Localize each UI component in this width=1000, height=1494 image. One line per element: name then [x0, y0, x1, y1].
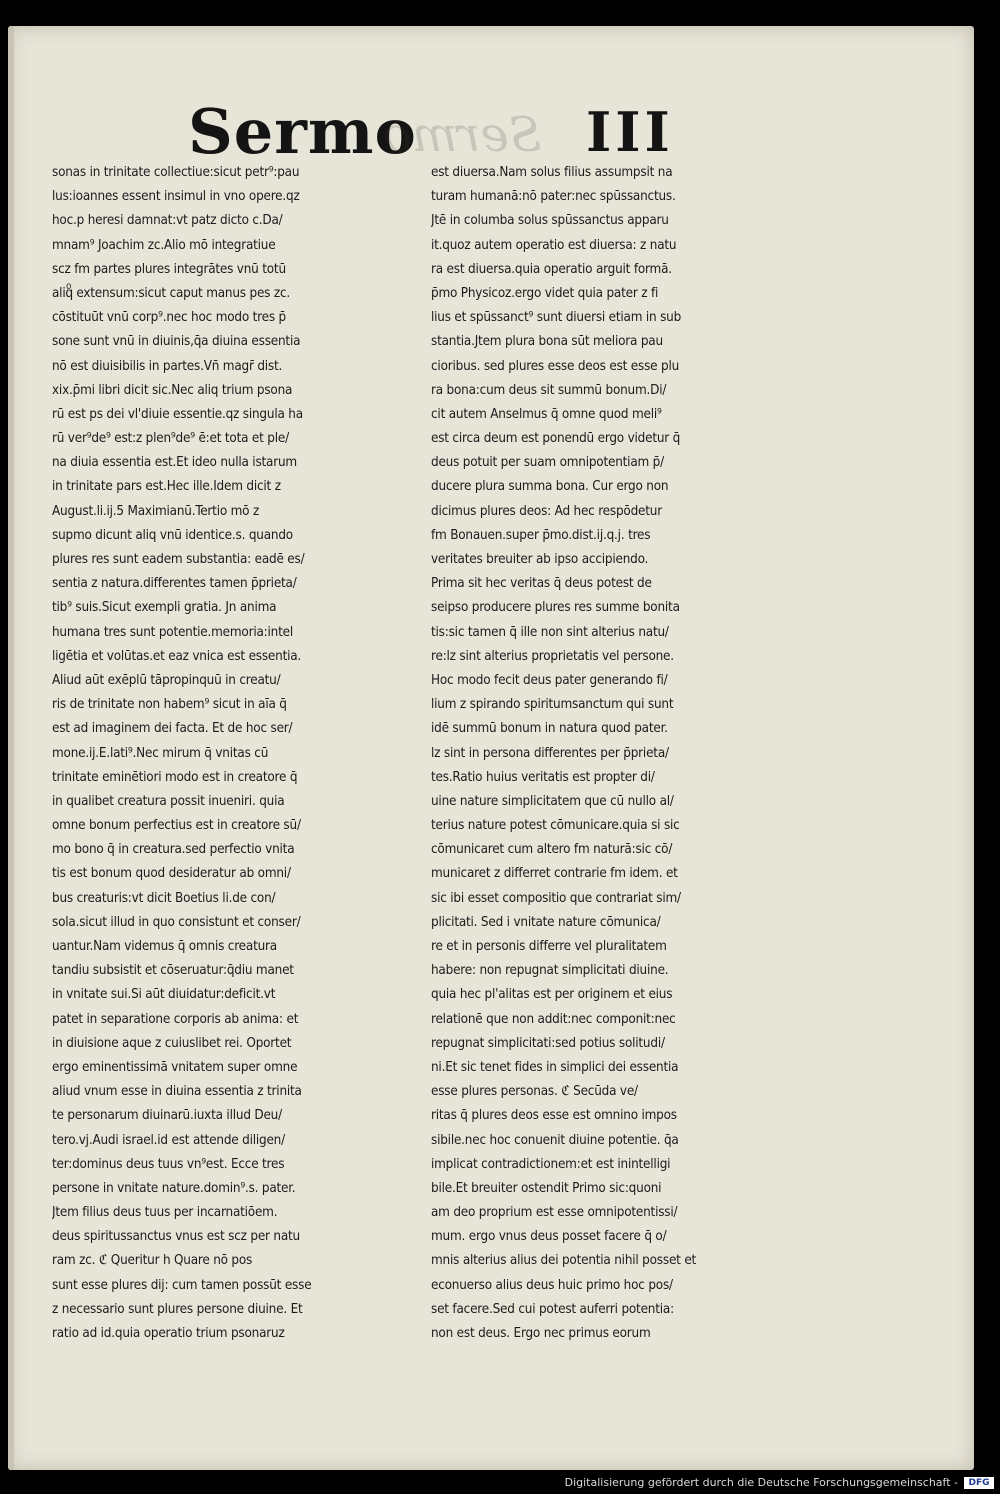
text-line: rū est ps dei vl'diuie essentie.qz singula ha — [52, 406, 303, 422]
text-line: uine nature simplicitatem que cū nullo al/ — [431, 793, 674, 809]
text-line: p̄mo Physicoz.ergo videt quia pater z fi — [431, 285, 659, 301]
text-line: lz sint in persona differentes per p̄prieta/ — [431, 745, 669, 761]
text-line: sic ibi esset compositio que contrariat sim/ — [431, 890, 681, 906]
text-line: cōstituūt vnū corp⁹.nec hoc modo tres p̄ — [52, 310, 286, 326]
bleed-through-text: Sermo — [383, 107, 542, 163]
text-line: ratio ad id.quia operatio trium psonaruz — [52, 1326, 285, 1341]
text-line: Aliud aūt exēplū tāpropinquū in creatu/ — [52, 672, 281, 688]
text-line: ergo eminentissimā vnitatem super omne — [52, 1059, 298, 1075]
text-line: persone in vnitate nature.domin⁹.s. pater. — [52, 1180, 296, 1196]
text-line: te personarum diuinarū.iuxta illud Deu/ — [52, 1108, 282, 1124]
text-line: municaret z differret contrarie fm idem. et — [431, 866, 678, 882]
text-line: plures res sunt eadem substantia: eadē es/ — [52, 552, 305, 567]
text-line: mnam⁹ Joachim zc.Alio mō integratiue — [52, 237, 276, 253]
text-line: tib⁹ suis.Sicut exempli gratia. Jn anima — [52, 600, 277, 616]
text-line: seipso producere plures res summe bonita — [431, 600, 680, 616]
page-edge — [8, 26, 14, 1470]
text-line: trinitate eminētiori modo est in creatore q̄ — [52, 769, 298, 785]
text-line: Prima sit hec veritas q̄ deus potest de — [431, 576, 652, 592]
text-line: est ad imaginem dei facta. Et de hoc ser/ — [52, 721, 293, 737]
text-line: plicitati. Sed i vnitate nature cōmunica/ — [431, 914, 661, 930]
text-line: cōmunicaret cum altero fm naturā:sic cō/ — [431, 842, 673, 858]
text-line: bile.Et breuiter ostendit Primo sic:quoni — [431, 1180, 662, 1196]
text-column-left — [52, 161, 422, 1346]
text-line: habere: non repugnat simplicitati diuine. — [431, 963, 669, 979]
text-line: sone sunt vnū in diuinis,q̄a diuina essentia — [52, 334, 301, 350]
text-line: est diuersa.Nam solus filius assumpsit na — [431, 165, 673, 180]
text-line: ligētia et volūtas.et eaz vnica est essentia. — [52, 648, 302, 664]
text-line: ram zc. ℭ Queritur h Quare nō pos — [52, 1253, 253, 1269]
text-line: econuerso alius deus huic primo hoc pos/ — [431, 1277, 673, 1293]
text-line: re et in personis differre vel pluralitatem — [431, 939, 667, 954]
text-line: in vnitate sui.Si aūt diuidatur:deficit.vt — [52, 987, 276, 1003]
text-line: ter:dominus deus tuus vn⁹est. Ecce tres — [52, 1156, 285, 1172]
text-line: omne bonum perfectius est in creatore sū/ — [52, 818, 301, 834]
text-line: ni.Et sic tenet fides in simplici dei essentia — [431, 1059, 679, 1075]
text-line: ducere plura summa bona. Cur ergo non — [431, 479, 669, 495]
text-line: uantur.Nam videmus q̄ omnis creatura — [52, 939, 277, 954]
text-line: rū ver⁹de⁹ est:z plen⁹de⁹ ē:et tota et ple/ — [52, 431, 289, 447]
text-line: stantia.Jtem plura bona sūt meliora pau — [431, 334, 663, 350]
text-line: bus creaturis:vt dicit Boetius li.de con/ — [52, 890, 276, 906]
text-line: z necessario sunt plures persone diuine. Et — [52, 1301, 303, 1317]
text-line: quia hec pl'alitas est per originem et eius — [431, 987, 673, 1003]
text-line: sentia z natura.differentes tamen p̄prieta/ — [52, 576, 297, 592]
text-line: deus spiritussanctus vnus est scz per natu — [52, 1229, 300, 1245]
text-line: aliqͦ extensum:sicut caput manus pes zc. — [52, 285, 291, 301]
text-line: tes.Ratio huius veritatis est propter di/ — [431, 769, 655, 785]
text-line: relationē que non addit:nec componit:nec — [431, 1011, 676, 1027]
text-line: in qualibet creatura possit inueniri. quia — [52, 793, 285, 809]
text-line: lus:ioannes essent insimul in vno opere.qz — [52, 189, 300, 205]
text-line: est circa deum est ponendū ergo videtur q̄ — [431, 431, 681, 447]
text-line: humana tres sunt potentie.memoria:intel — [52, 624, 293, 640]
text-line: turam humanā:nō pater:nec spūssanctus. — [431, 189, 676, 205]
page-title: Sermo — [188, 95, 417, 168]
text-line: am deo proprium est esse omnipotentissi/ — [431, 1205, 678, 1221]
text-line: lius et spūssanct⁹ sunt diuersi etiam in sub — [431, 310, 682, 326]
text-line: in diuisione aque z cuiuslibet rei. Oportet — [52, 1035, 292, 1051]
folio-number: III — [586, 100, 674, 164]
text-line: nō est diuisibilis in partes.Vn̄ magr̄ dist. — [52, 358, 283, 374]
text-line: mum. ergo vnus deus posset facere q̄ o/ — [431, 1229, 667, 1245]
text-line: aliud vnum esse in diuina essentia z trinita — [52, 1084, 302, 1100]
text-line: ra est diuersa.quia operatio arguit formā. — [431, 261, 672, 277]
text-column-right — [431, 161, 801, 1346]
text-line: hoc.p heresi damnat:vt patz dicto c.Da/ — [52, 213, 283, 229]
text-line: implicat contradictionem:et est inintelligi — [431, 1156, 671, 1172]
text-line: sola.sicut illud in quo consistunt et conser/ — [52, 914, 301, 930]
text-line: mnis alterius alius dei potentia nihil posset et — [431, 1253, 697, 1269]
text-line: ra bona:cum deus sit summū bonum.Di/ — [431, 382, 667, 398]
text-line: sunt esse plures dij: cum tamen possūt esse — [52, 1277, 312, 1293]
text-line: Jtē in columba solus spūssanctus apparu — [431, 213, 669, 229]
text-line: mone.ij.E.lati⁹.Nec mirum q̄ vnitas cū — [52, 745, 269, 761]
text-line: Jtem filius deus tuus per incarnatiōem. — [52, 1205, 278, 1221]
text-line: non est deus. Ergo nec primus eorum — [431, 1326, 651, 1341]
text-line: August.li.ij.5 Maximianū.Tertio mō z — [52, 503, 260, 519]
text-line: lium z spirando spiritumsanctum qui sunt — [431, 697, 674, 713]
text-line: fm Bonauen.super p̄mo.dist.ij.q.j. tres — [431, 527, 651, 543]
text-line: tandiu subsistit et cōseruatur:q̄diu manet — [52, 963, 294, 979]
footer-credit: Digitalisierung gefördert durch die Deutsche Forschungsgemeinschaft - — [564, 1476, 958, 1489]
text-line: patet in separatione corporis ab anima: et — [52, 1011, 299, 1027]
text-line: sibile.nec hoc conuenit diuine potentie. q̄a — [431, 1132, 679, 1148]
text-line: deus potuit per suam omnipotentiam p̄/ — [431, 455, 664, 471]
text-line: cioribus. sed plures esse deos est esse plu — [431, 358, 680, 374]
text-line: xix.p̄mi libri dicit sic.Nec aliq trium psona — [52, 382, 293, 398]
scanned-page — [8, 26, 974, 1470]
text-line: cit autem Anselmus q̄ omne quod meli⁹ — [431, 406, 662, 422]
text-line: it.quoz autem operatio est diuersa: z natu — [431, 237, 677, 253]
text-line: tis:sic tamen q̄ ille non sint alterius natu/ — [431, 624, 669, 640]
text-line: set facere.Sed cui potest auferri potentia: — [431, 1301, 674, 1317]
text-line: veritates breuiter ab ipso accipiendo. — [431, 552, 649, 567]
text-line: mo bono q̄ in creatura.sed perfectio vnita — [52, 842, 295, 858]
text-line: tero.vj.Audi israel.id est attende diligen/ — [52, 1132, 285, 1148]
text-line: in trinitate pars est.Hec ille.Idem dicit z — [52, 479, 281, 495]
text-line: ris de trinitate non habem⁹ sicut in aīa q̄ — [52, 697, 287, 713]
text-line: supmo dicunt aliq vnū identice.s. quando — [52, 527, 293, 543]
text-line: dicimus plures deos: Ad hec respōdetur — [431, 503, 662, 519]
text-line: na diuia essentia est.Et ideo nulla istarum — [52, 455, 297, 471]
text-line: esse plures personas. ℭ Secūda ve/ — [431, 1084, 638, 1100]
text-line: repugnat simplicitati:sed potius solitudi/ — [431, 1035, 665, 1051]
text-line: re:lz sint alterius proprietatis vel persone. — [431, 648, 674, 664]
text-line: tis est bonum quod desideratur ab omni/ — [52, 866, 291, 882]
text-line: terius nature potest cōmunicare.quia si sic — [431, 818, 680, 834]
text-line: ritas q̄ plures deos esse est omnino impos — [431, 1108, 677, 1124]
dfg-logo: DFG — [964, 1477, 994, 1489]
text-line: scz fm partes plures integrātes vnū totū — [52, 261, 286, 277]
text-line: sonas in trinitate collectiue:sicut petr⁹:pau — [52, 165, 300, 180]
text-line: Hoc modo fecit deus pater generando fi/ — [431, 672, 668, 688]
text-line: idē summū bonum in natura quod pater. — [431, 721, 668, 737]
